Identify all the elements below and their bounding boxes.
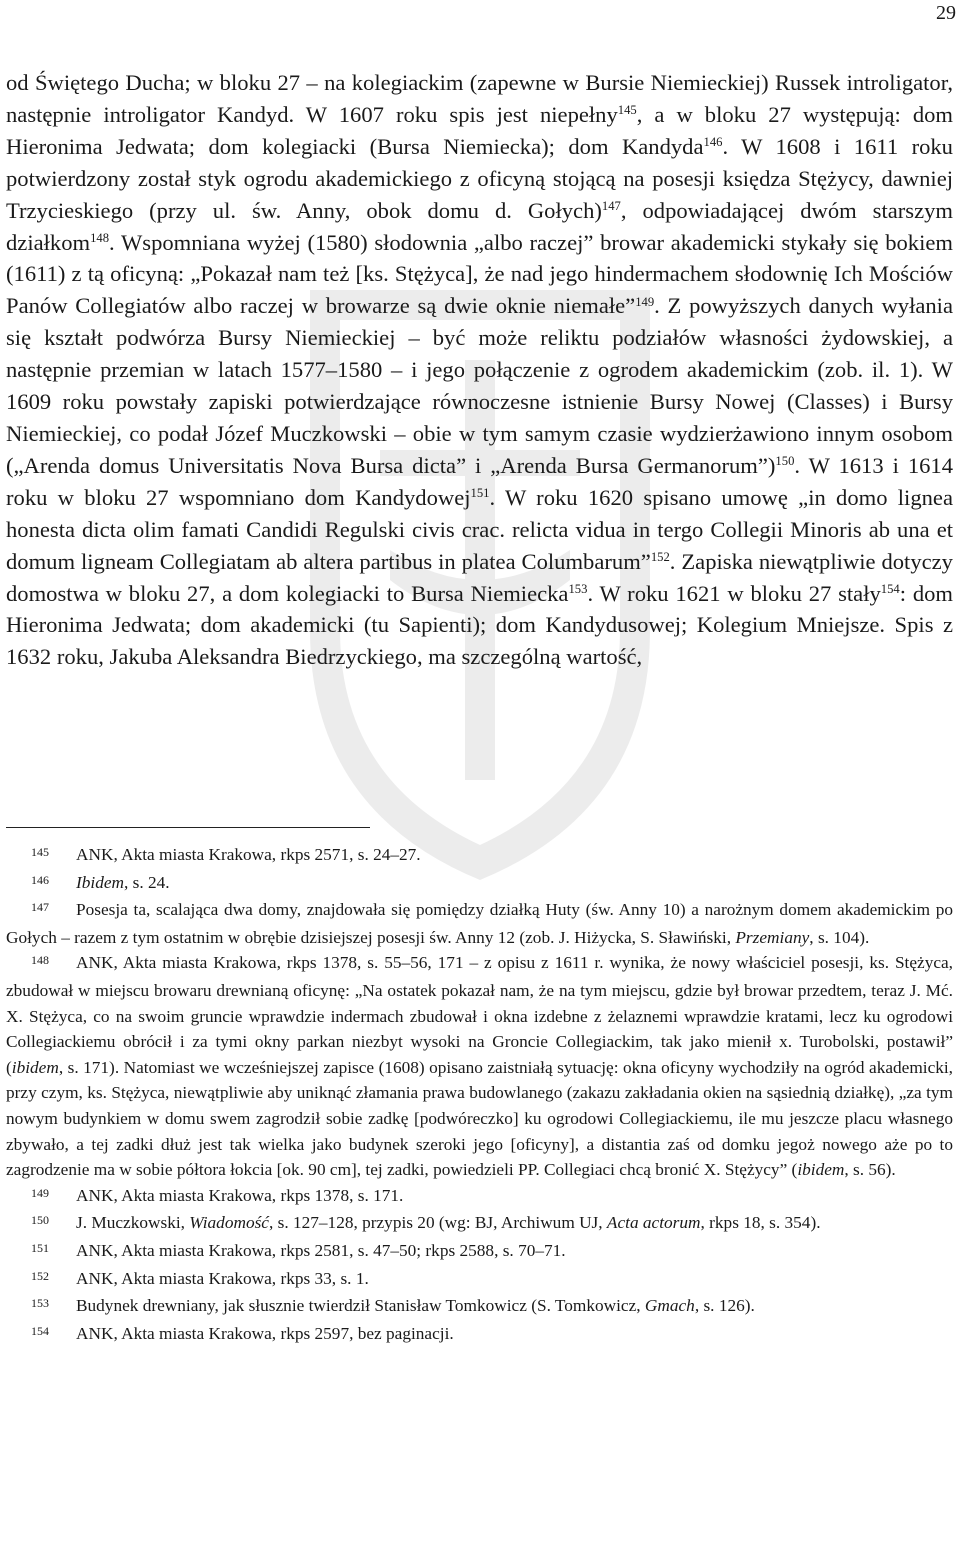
footnote-150: 150 J. Muczkowski, Wiadomość, s. 127–128, przypis 20 (wg: BJ, Archiwum UJ, Acta actorum, rkps 18, s. 354).: [31, 1213, 821, 1233]
footnote-ref-145[interactable]: 145: [617, 103, 637, 118]
body-paragraph: od Świętego Ducha; w bloku 27 – na kolegiackim (zapewne w Bursie Niemieckiej) Russek introligator, następnie introligator Kandyd. W 1607 roku spis jest niepełny$^{145}$, a w bloku 27 występują: dom Hieronima Jedwata; dom kolegiacki (Bursa Niemiecka); dom Kandyda$^{146}$. W 1608 i 1611 roku potwierdzony został styk ogrodu akademickiego z oficyną stojącą na posesji księdza Stężycy, dawniej Trzycieskiego (przy ul. św. Anny, obok domu d. Gołych)$^{147}$, odpowiadającej dwóm starszym działkom$^{148}$. Wspomniana wyżej (1580) słodownia „albo raczej” browar akademicki stykały się bokiem (1611) z tą oficyną: „Pokazał nam też [ks. Stężyca], że nad jego hindermachem słodownię Ich Mościów Panów Collegiatów albo raczej w browarze są dwie oknie niemałe”$^{149}$. Z powyższych danych wyłania się kształt podwórza Bursy Niemieckiej – być może reliktu podziałów własności żydowskiej, a następnie przemian w latach 1577–1580 – i jego połączenie z ogrodem akademickim (zob. il. 1). W 1609 roku powstały zapiski potwierdzające równoczesne istnienie Bursy Nowej (Classes) i Bursy Niemieckiej, co podał Józef Muczkowski – obie w tym samym czasie wydzierżawiono innym osobom („Arenda domus Universitatis Nova Bursa dicta” i „Arenda Bursa Germanorum”)$^{150}$. W 1613 i 1614 roku w bloku 27 wspomniano dom Kandydowej$^{151}$. W roku 1620 spisano umowę „in domo lignea honesta dicta olim famati Candidi Regulski civis crac. relicta vidua in tergo Collegii Minoris ab una et domum ligneam Collegiatam ab altera partibus in platea Columbarum”$^{152}$. Zapiska niewątpliwie dotyczy domostwa w bloku 27, a dom kolegiacki to Bursa Niemiecka$^{153}$. W roku 1621 w bloku 27 stały$^{154}$: dom Hieronima Jedwata; dom akademicki (tu Sapienti); dom Kandydusowej; Kolegium Mniejsze. Spis z 1632 roku, Jakuba Aleksandra Biedrzyckiego, ma szczególną wartość,: [6, 70, 954, 670]
footnote-152: 152 ANK, Akta miasta Krakowa, rkps 33, s. 1.: [31, 1268, 369, 1288]
footnote-ref-148[interactable]: 148: [90, 230, 110, 245]
footnote-147: 147 Posesja ta, scalająca dwa domy, znajdowała się pomiędzy działką Huty (św. Anny 10) a narożnym domem akademickim po Gołych – razem z tym ostatnim w obrębie dzisiejszej posesji św. Anny 12 (zob. J. Hiżycka, S. Sławiński, Przemiany, s. 104).: [6, 900, 953, 947]
footnote-151: 151 ANK, Akta miasta Krakowa, rkps 2581, s. 47–50; rkps 2588, s. 70–71.: [31, 1240, 566, 1260]
page-number: 29: [936, 2, 956, 24]
footnote-146: 146 Ibidem, s. 24.: [31, 872, 170, 892]
footnote-ref-146[interactable]: 146: [703, 134, 723, 149]
footnote-145: 145 ANK, Akta miasta Krakowa, rkps 2571, s. 24–27.: [31, 845, 421, 864]
main-text: [6, 67, 953, 673]
footnote-ref-153[interactable]: 153: [568, 581, 588, 596]
footnote-149: 149 ANK, Akta miasta Krakowa, rkps 1378, s. 171.: [31, 1185, 404, 1205]
footnote-ref-151[interactable]: 151: [470, 485, 490, 500]
footnote-148: 148 ANK, Akta miasta Krakowa, rkps 1378, s. 55–56, 171 – z opisu z 1611 r. wynika, że nowy właściciel posesji, ks. Stężyca, zbudował w miejscu browaru drewnianą oficynę: „Na ostatek pokazał nam, że na tym miejscu, gdzie był browar przedtem, teraz J. Mć. X. Stężyca, co na swoim gruncie wprawdzie indermach zbudował i okna izdebne z żelaznemi wprawdzie kratami, lecz ku ogrodowi Collegiackiemu obrócił i za tymi okny parkan niezbyt wysoki na Groncie Collegiackim, tak jako mienił x. Turobolski, postawił” (ibidem, s. 171). Natomiast we wcześniejszej zapisce (1608) opisano zaistniałą sytuację: okna oficyny wychodziły na ogród akademicki, przy czym, ks. Stężyca, niewątpliwie aby uniknąć złamania prawa budowlanego (zakazu zakładania okien na sąsiednią działkę), „za tym nowym budynkiem w domu swem zagrodził sobie zadkę [podwóreczko] ku ogrodowi Collegiackiemu, ile mu jeszcze placu własnego zbywało, a tej zadki dłuż jest tak wielka jako budynek szeroki jego [oficyny], a distantia zaś od domku jegoż nowego aże po to zagrodzenie ma w sobie półtora łokcia [ok. 90 cm], tej zadki, powiedzieli PP. Collegiaci chcą bronić X. Stężycy” (ibidem, s. 56).: [6, 953, 953, 1180]
footnote-ref-152[interactable]: 152: [650, 549, 670, 564]
footnote-ref-149[interactable]: 149: [635, 294, 655, 309]
footnote-separator: [6, 827, 370, 828]
footnote-ref-147[interactable]: 147: [601, 198, 621, 213]
footnote-ref-154[interactable]: 154: [880, 581, 900, 596]
footnote-ref-150[interactable]: 150: [775, 454, 795, 469]
footnotes: [6, 842, 953, 1348]
footnote-154: 154 ANK, Akta miasta Krakowa, rkps 2597, bez paginacji.: [31, 1323, 454, 1343]
footnote-153: 153 Budynek drewniany, jak słusznie twierdził Stanisław Tomkowicz (S. Tomkowicz, Gmach, s. 126).: [31, 1296, 755, 1316]
